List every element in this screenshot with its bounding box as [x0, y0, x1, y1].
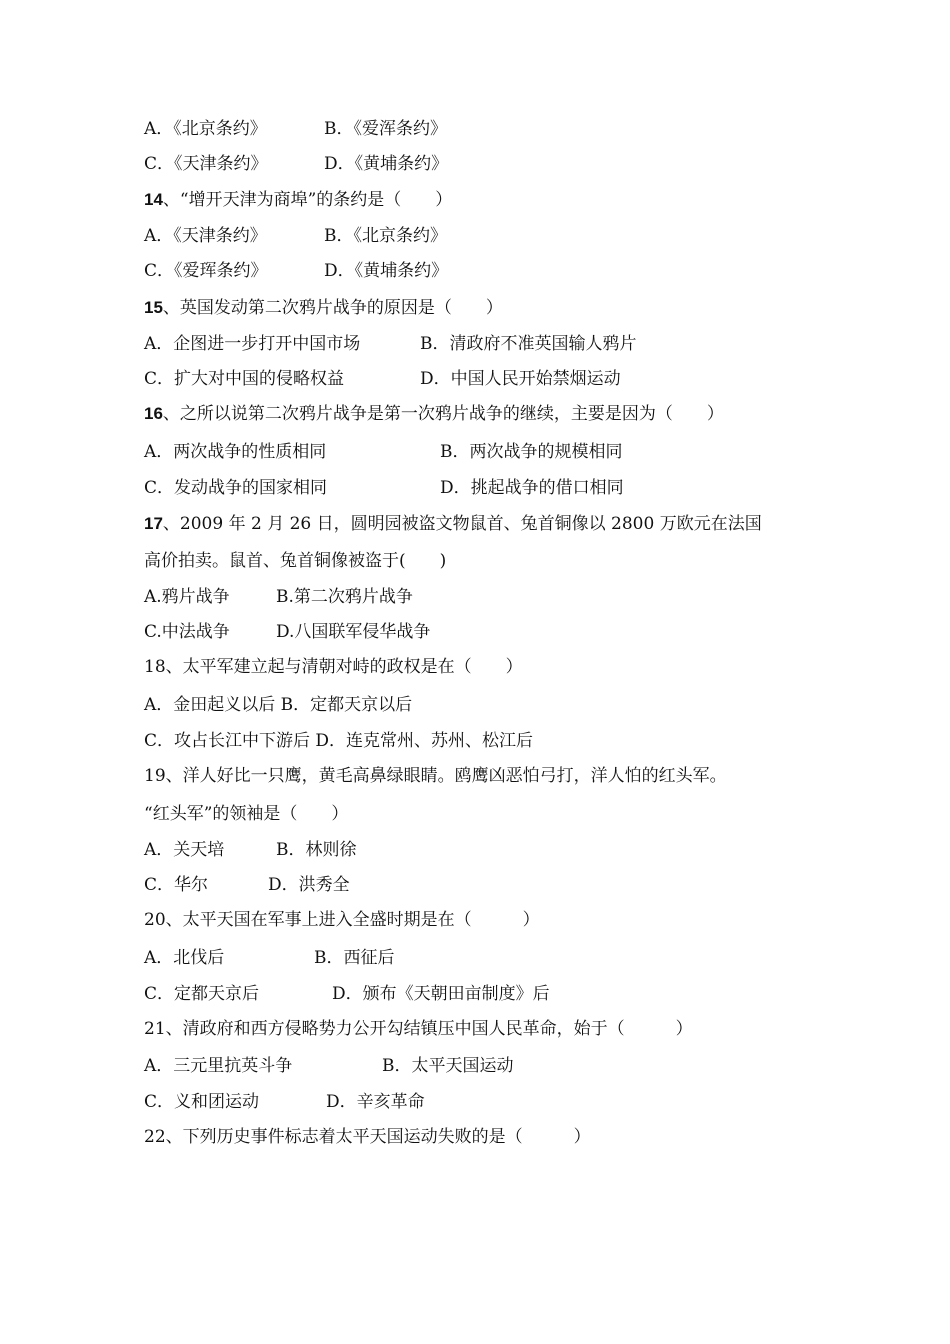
q16-option-c: C．发动战争的国家相同 [144, 478, 328, 498]
q16-text: 、之所以说第二次鸦片战争是第一次鸦片战争的继续，主要是因为（ ） [162, 404, 724, 424]
q19-option-row [144, 836, 357, 864]
q17-stem-continued: 高价拍卖。鼠首、兔首铜像被盗于( ) [144, 551, 447, 571]
q15-option-row [144, 330, 637, 358]
q20-stem: 20、太平天国在军事上进入全盛时期是在（ ） [144, 910, 540, 930]
q13-option-b: B．《爱浑条约》 [324, 119, 447, 139]
q13-option-d: D．《黄埔条约》 [324, 154, 449, 174]
q13-option-row [144, 150, 449, 178]
q17-option-c: C.中法战争 [144, 622, 230, 642]
q19-option-b: B．林则徐 [276, 840, 357, 860]
q15-option-b: B．清政府不准英国输人鸦片 [420, 334, 637, 354]
q13-option-a: A．《北京条约》 [144, 119, 267, 139]
q14-option-b: B．《北京条约》 [324, 226, 447, 246]
q20-option-row [144, 980, 550, 1008]
q17-option-d: D.八国联军侵华战争 [276, 622, 431, 642]
q19-option-row [144, 871, 350, 899]
q15-option-d: D．中国人民开始禁烟运动 [420, 369, 621, 389]
q14-option-row [144, 222, 447, 250]
q16-option-d: D．挑起战争的借口相同 [440, 478, 624, 498]
q20-option-a: A．北伐后 [144, 948, 225, 968]
q21-option-row [144, 1088, 425, 1116]
q21-option-row [144, 1052, 514, 1080]
q14-option-d: D．《黄埔条约》 [324, 261, 449, 281]
q21-option-c: C．义和团运动 [144, 1092, 260, 1112]
q15-option-row [144, 365, 621, 393]
q13-option-row [144, 115, 447, 143]
q17-option-row [144, 618, 431, 646]
q14-text: 、“增开天津为商埠”的条约是（ ） [162, 190, 453, 210]
q16-number: 16 [144, 404, 163, 423]
q15-stem [144, 294, 503, 322]
q21-option-b: B．太平天国运动 [382, 1056, 514, 1076]
q14-number: 14 [144, 190, 163, 209]
q19-stem: 19、洋人好比一只鹰，黄毛高鼻绿眼睛。鸥鹰凶恶怕弓打，洋人怕的红头军。 [144, 766, 727, 786]
q17-number: 17 [144, 514, 163, 533]
q16-option-row [144, 474, 624, 502]
q19-option-a: A．关天培 [144, 840, 225, 860]
q18-option-cd: C．攻占长江中下游后 D．连克常州、苏州、松江后 [144, 731, 534, 751]
q14-stem [144, 186, 452, 214]
q17-option-row [144, 583, 413, 611]
q18-option-row [144, 691, 413, 719]
q17-option-b: B.第二次鸦片战争 [276, 587, 413, 607]
q16-option-row [144, 438, 623, 466]
q19-stem-continued: “红头军”的领袖是（ ） [144, 804, 349, 824]
q14-option-row [144, 257, 449, 285]
q15-option-c: C．扩大对中国的侵略权益 [144, 369, 345, 389]
q15-option-a: A．企图进一步打开中国市场 [144, 334, 361, 354]
q20-option-b: B．西征后 [314, 948, 395, 968]
q16-option-a: A．两次战争的性质相同 [144, 442, 327, 462]
q15-text: 、英国发动第二次鸦片战争的原因是（ ） [162, 298, 503, 318]
q21-option-d: D．辛亥革命 [326, 1092, 425, 1112]
q17-stem [144, 510, 762, 538]
q14-option-c: C．《爱珲条约》 [144, 261, 268, 281]
q13-option-c: C．《天津条约》 [144, 154, 268, 174]
q17-option-a: A.鸦片战争 [144, 587, 230, 607]
q15-number: 15 [144, 298, 163, 317]
q18-option-ab: A．金田起义以后 B．定都天京以后 [144, 695, 413, 715]
q20-option-c: C．定都天京后 [144, 984, 260, 1004]
q20-option-row [144, 944, 395, 972]
q14-option-a: A．《天津条约》 [144, 226, 267, 246]
q18-option-row [144, 727, 534, 755]
q20-option-d: D．颁布《天朝田亩制度》后 [332, 984, 550, 1004]
q16-stem [144, 400, 724, 428]
q22-stem: 22、下列历史事件标志着太平天国运动失败的是（ ） [144, 1127, 591, 1147]
q19-option-d: D．洪秀全 [268, 875, 350, 895]
q16-option-b: B．两次战争的规模相同 [440, 442, 623, 462]
q21-stem: 21、清政府和西方侵略势力公开勾结镇压中国人民革命，始于（ ） [144, 1019, 693, 1039]
q18-stem: 18、太平军建立起与清朝对峙的政权是在（ ） [144, 657, 523, 677]
q21-option-a: A．三元里抗英斗争 [144, 1056, 293, 1076]
q17-text: 、2009 年 2 月 26 日，圆明园被盗文物鼠首、兔首铜像以 2800 万欧元在法国 [162, 514, 762, 534]
q19-option-c: C．华尔 [144, 875, 209, 895]
